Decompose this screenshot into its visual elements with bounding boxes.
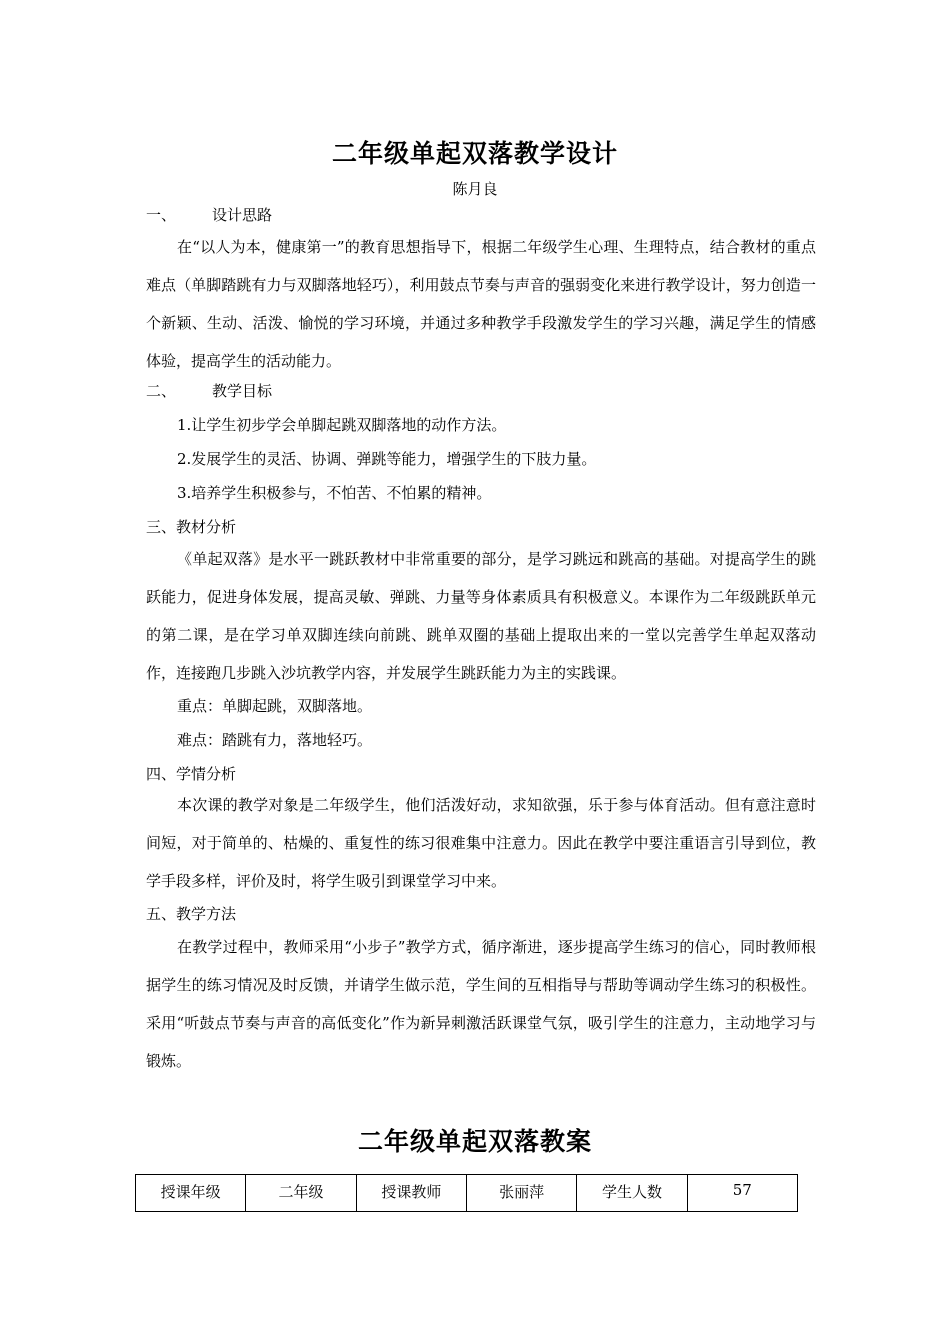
section-heading-2 [146,380,272,401]
design-title: 二年级单起双落教学设计 [331,139,618,168]
section-title: 教学目标 [212,382,273,400]
section-4-body [146,786,816,900]
key-point: 重点：单脚起跳，双脚落地。 [177,697,373,715]
section-number: 二、 [146,382,177,400]
table-cell-teacher-value: 张丽萍 [466,1175,576,1212]
section-heading-5: 五、教学方法 [146,905,237,923]
table-row [136,1175,798,1212]
goal-item: 2.发展学生的灵活、协调、弹跳等能力，增强学生的下肢力量。 [177,450,597,468]
section-heading-3: 三、教材分析 [146,518,237,536]
section-heading-4: 四、学情分析 [146,765,237,783]
section-heading-1 [146,204,272,225]
section-number: 一、 [146,206,177,224]
lesson-info-table [135,1174,798,1212]
goal-item: 1.让学生初步学会单脚起跳双脚落地的动作方法。 [177,416,507,434]
paragraph: 《单起双落》是水平一跳跃教材中非常重要的部分，是学习跳远和跳高的基础。对提高学生的跳跃能力，促进身体发展，提高灵敏、弹跳、力量等身体素质具有积极意义。本课作为二年级跳跃单元的第二课，是在学习单双脚连续向前跳、跳单双圈的基础上提取出来的一堂以完善学生单起双落动作，连接跑几步跳入沙坑教学内容，并发展学生跳跃能力为主的实践课。 [146,550,816,682]
paragraph: 在“以人为本，健康第一”的教育思想指导下，根据二年级学生心理、生理特点，结合教材的重点难点（单脚踏跳有力与双脚落地轻巧），利用鼓点节奏与声音的强弱变化来进行教学设计，努力创造一个新颖、生动、活泼、愉悦的学习环境，并通过多种教学手段激发学生的学习兴趣，满足学生的情感体验，提高学生的活动能力。 [146,238,816,370]
table-cell-grade-value: 二年级 [246,1175,356,1212]
section-5-body [146,928,816,1080]
paragraph: 在教学过程中，教师采用“小步子”教学方式，循序渐进，逐步提高学生练习的信心，同时教师根据学生的练习情况及时反馈，并请学生做示范，学生间的互相指导与帮助等调动学生练习的积极性。采用“听鼓点节奏与声音的高低变化”作为新异刺激活跃课堂气氛，吸引学生的注意力，主动地学习与锻炼。 [146,938,816,1070]
section-3-body [146,540,816,692]
paragraph: 本次课的教学对象是二年级学生，他们活泼好动，求知欲强，乐于参与体育活动。但有意注意时间短，对于简单的、枯燥的、重复性的练习很难集中注意力。因此在教学中要注重语言引导到位，教学手段多样，评价及时，将学生吸引到课堂学习中来。 [146,796,816,890]
table-cell-teacher-label: 授课教师 [356,1175,466,1212]
plan-title: 二年级单起双落教案 [357,1127,592,1156]
table-cell-grade-label: 授课年级 [136,1175,246,1212]
table-cell-students-value: 57 [687,1175,797,1212]
difficult-point: 难点：踏跳有力，落地轻巧。 [177,731,373,749]
author-name: 陈月良 [452,180,498,198]
table-cell-students-label: 学生人数 [577,1175,687,1212]
section-title: 设计思路 [212,206,273,224]
goal-item: 3.培养学生积极参与，不怕苦、不怕累的精神。 [177,484,492,502]
section-1-body [146,228,816,380]
